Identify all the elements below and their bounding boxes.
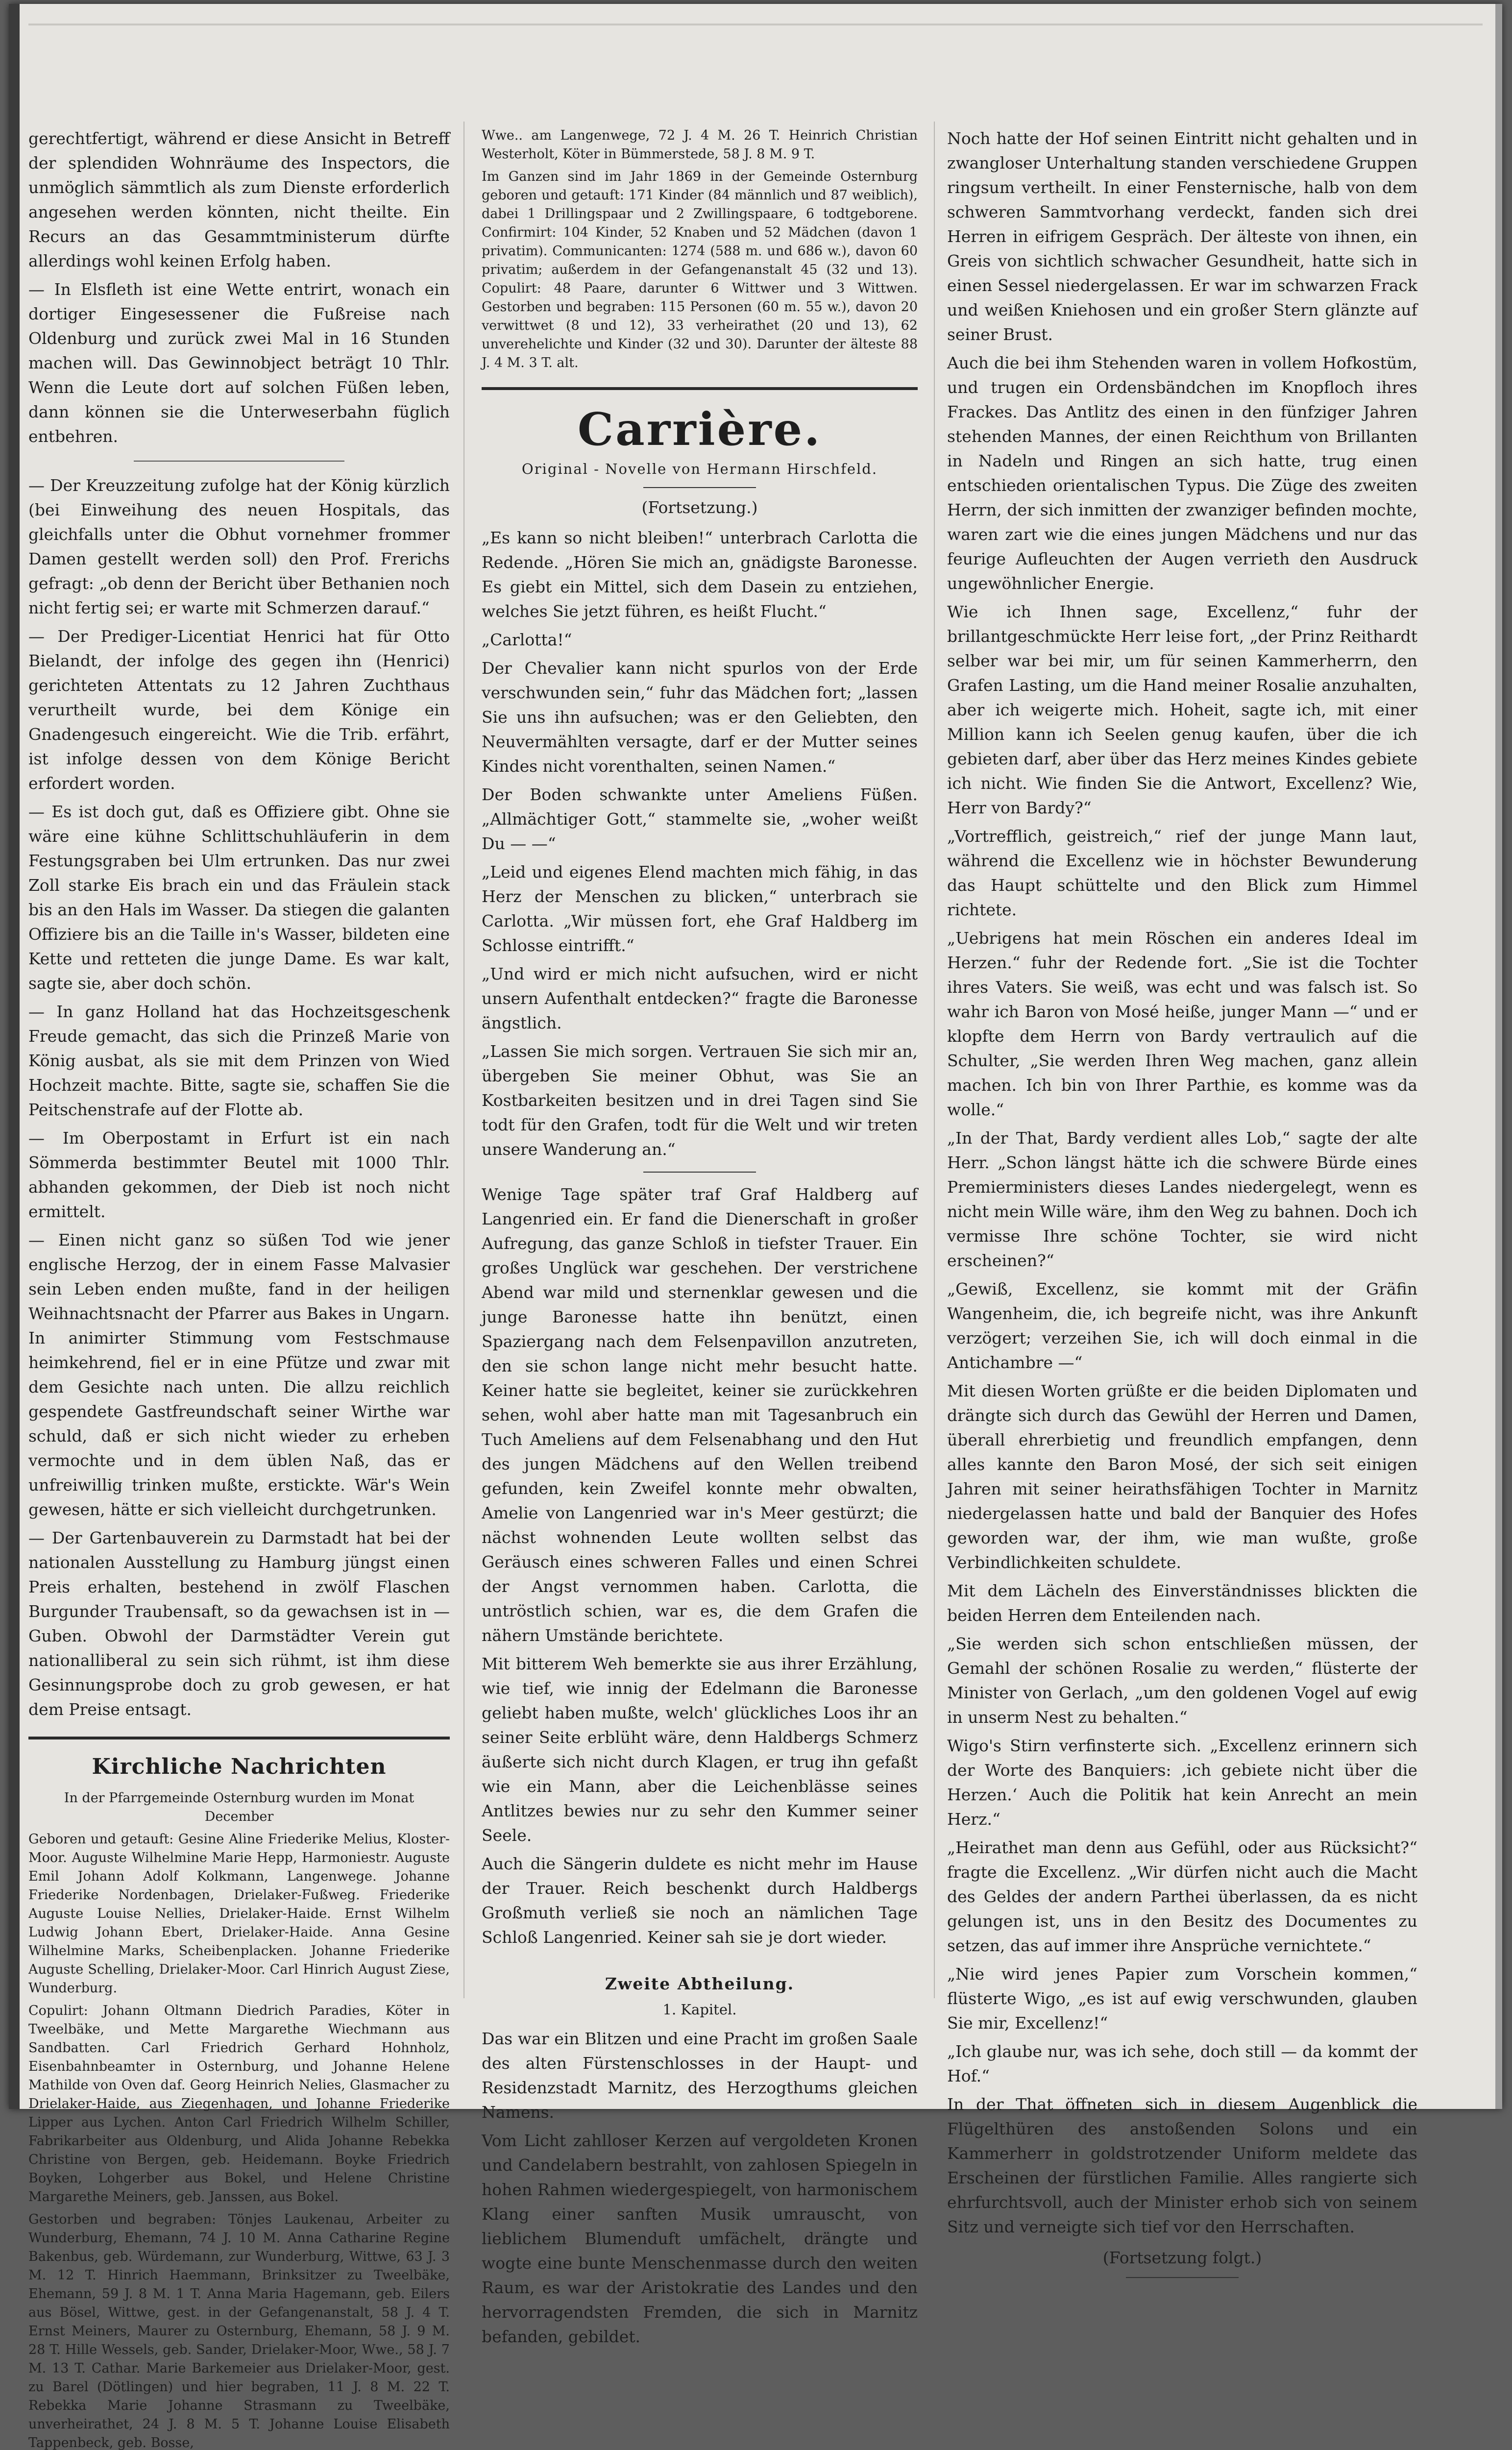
novel-paragraph: „Nie wird jenes Papier zum Vorschein kommen,“ flüsterte Wigo, „es ist auf ewig verschwunden, glauben Sie mir, Excellenz!“	[947, 1964, 1417, 2033]
novel-paragraph: Noch hatte der Hof seinen Eintritt nicht gehalten und in zwangloser Unterhaltung standen verschiedene Gruppen ringsum vertheilt. In einer Fensternische, halb von dem schweren Sammtvorhang verdeckt, fanden sich drei Herren in eifrigem Gespräch. Der älteste von ihnen, ein Greis von sichtlich schwacher Gesundheit, hatte sich in einen Sessel niedergelassen. Er war im schwarzen Frack und weißen Kniehosen und ein großer Stern glänzte auf seiner Brust.	[947, 129, 1417, 344]
novel-paragraph: „Und wird er mich nicht aufsuchen, wird er nicht unsern Aufenthalt entdecken?“ fragte die Baronesse ängstlich.	[482, 964, 918, 1032]
novel-paragraph: Wigo's Stirn verfinsterte sich. „Excellenz erinnern sich der Worte des Banquiers: ‚ich gebiete nicht über die Herzen.‘ Auch die Politik hat kein Anrecht an mein Herz.“	[947, 1736, 1417, 1829]
news-paragraph: — Der Kreuzzeitung zufolge hat der König kürzlich (bei Einweihung des neuen Hospitals, das gleichfalls unter die Obhut vornehmer frommer Damen gestellt werden soll) den Prof. Frerichs gefragt: „ob denn der Bericht über Bethanien noch nicht fertig sei; er warte mit Schmerzen darauf.“	[28, 476, 450, 617]
to-be-continued: (Fortsetzung folgt.)	[1102, 2248, 1262, 2267]
section-rule	[28, 1737, 450, 1740]
part-heading: Zweite Abtheilung.	[605, 1974, 795, 1993]
continuation-note: (Fortsetzung.)	[641, 498, 758, 517]
novel-paragraph: „Heirathet man denn aus Gefühl, oder aus Rücksicht?“ fragte die Excellenz. „Wir dürfen nicht auch die Macht des Geldes der andern Parthei überlassen, da es nicht gelungen ist, uns in den Besitz des Documentes zu setzen, das auf immer ihre Ansprüche vernichtete.“	[947, 1838, 1417, 1955]
news-paragraph: — In Elsfleth ist eine Wette entrirt, wonach ein dortiger Eingesessener die Fußreise nach Oldenburg und zurück zwei Mal in 16 Stunden machen will. Das Gewinnobject beträgt 10 Thlr. Wenn die Leute dort auf solchen Füßen leben, dann können sie die Unterweserbahn füglich entbehren.	[28, 280, 450, 446]
column-divider	[463, 122, 464, 1998]
page-edge-shadow	[1495, 4, 1502, 2109]
column-right	[947, 126, 1417, 2267]
novel-paragraph: „Lassen Sie mich sorgen. Vertrauen Sie sich mir an, übergeben Sie meiner Obhut, was Sie an Kostbarkeiten besitzen und in drei Tagen sind Sie todt für den Grafen, todt für die Welt und wir treten unsere Wanderung an.“	[482, 1042, 918, 1159]
newspaper-page	[9, 4, 1502, 2450]
separator	[643, 1172, 756, 1173]
novel-paragraph: In der That öffneten sich in diesem Augenblick die Flügelthüren des anstoßenden Solons und ein Kammerherr in goldstrotzender Uniform meldete das Erscheinen der fürstlichen Familie. Alles rangierte sich ehrfurchtsvoll, auch der Minister erhob sich von seinem Sitz und verneigte sich tief vor den Herrschaften.	[947, 2095, 1417, 2236]
separator	[134, 461, 344, 462]
church-births: Geboren und getauft: Gesine Aline Friederike Melius, Kloster-Moor. Auguste Wilhelmine Marie Hepp, Harmoniestr. Auguste Emil Johann Adolf Kolkmann, Langenwege. Johanne Friederike Nordenbagen, Drielaker-Fußweg. Friederike Auguste Louise Nellies, Drielaker-Haide. Ernst Wilhelm Ludwig Johann Ebert, Drielaker-Haide. Anna Gesine Wilhelmine Marks, Scheibenplacken. Johanne Friederike Auguste Schelling, Drielaker-Moor. Carl Hinrich August Ziese, Wunderburg.	[28, 1832, 450, 1996]
novel-paragraph: Vom Licht zahlloser Kerzen auf vergoldeten Kronen und Candelabern bestrahlt, von zahlosen Spiegeln in hohen Rahmen wiedergespiegelt, von harmonischem Klang einer sanften Musik umrauscht, von lieblichem Blumenduft umfächelt, drängte und wogte eine bunte Menschenmasse durch den weiten Raum, es war der Aristokratie des Landes und den hervorragendsten Fremden, die sich in Marnitz befanden, gebildet.	[482, 2131, 918, 2346]
novel-paragraph: „Vortrefflich, geistreich,“ rief der junge Mann laut, während die Excellenz wie in höchster Bewunderung das Haupt schüttelte und den Blick zum Himmel richtete.	[947, 827, 1417, 919]
novel-paragraph: Auch die Sängerin duldete es nicht mehr im Hause der Trauer. Reich beschenkt durch Haldbergs Großmuth verließ sie noch an nämlichen Tage Schloß Langenried. Keiner sah sie je dort wieder.	[482, 1854, 918, 1947]
separator	[643, 487, 756, 488]
church-news-heading: Kirchliche Nachrichten	[92, 1754, 387, 1779]
chapter-heading: 1. Kapitel.	[662, 2001, 737, 2018]
novel-paragraph: Der Boden schwankte unter Ameliens Füßen. „Allmächtiger Gott,“ stammelte sie, „woher weißt Du — —“	[482, 785, 918, 853]
church-statistics	[482, 126, 918, 372]
news-paragraph: — Es ist doch gut, daß es Offiziere gibt. Ohne sie wäre eine kühne Schlittschuhläuferin in dem Festungsgraben bei Ulm ertrunken. Das nur zwei Zoll starke Eis brach ein und das Fräulein stack bis an den Hals im Wasser. Da stiegen die galanten Offiziere bis an die Taille in's Wasser, bildeten eine Kette und retteten die junge Dame. Es war kalt, sagte sie, aber doch schön.	[28, 802, 450, 993]
column-middle	[482, 126, 918, 2346]
church-deaths-cont: Wwe.. am Langenwege, 72 J. 4 M. 26 T. Heinrich Christian Westerholt, Köter in Bümmerstede, 58 J. 8 M. 9 T.	[482, 128, 918, 162]
separator	[1126, 2277, 1239, 2278]
news-paragraph: — In ganz Holland hat das Hochzeitsgeschenk Freude gemacht, das sich die Prinzeß Marie von König ausbat, als sie mit dem Prinzen von Wied Hochzeit machte. Bitte, sagte sie, schaffen Sie die Peitschenstrafe auf der Flotte ab.	[28, 1002, 450, 1119]
novel-paragraph: „Ich glaube nur, was ich sehe, doch still — da kommt der Hof.“	[947, 2042, 1417, 2085]
adjacent-page-edge	[9, 4, 20, 2109]
novel-title: Carrière.	[577, 403, 822, 456]
novel-paragraph: Auch die bei ihm Stehenden waren in vollem Hofkostüm, und trugen ein Ordensbändchen im Knopfloch ihres Frackes. Das Antlitz des einen in den fünfziger Jahren stehenden Mannes, der einen Reichthum von Brillanten in Nadeln und Ringen an sich hatte, trug einen entschieden orientalischen Typus. Die Züge des zweiten Herrn, der sich inmitten der zwanziger befinden mochte, waren zart wie die eines jungen Mädchens und nur das feurige Aufleuchten der Augen verrieth den Ausdruck ungewöhnlicher Energie.	[947, 353, 1417, 593]
church-marriages: Copulirt: Johann Oltmann Diedrich Paradies, Köter in Tweelbäke, und Mette Margarethe Wiechmann aus Sandbatten. Carl Friedrich Gerhard Hohnholz, Eisenbahnbeamter in Osternburg, und Johanne Helene Mathilde von Oven daf. Georg Heinrich Nelies, Glasmacher zu Drielaker-Haide, aus Ziegenhagen, und Johanne Friederike Lipper aus Lychen. Anton Carl Friedrich Wilhelm Schiller, Fabrikarbeiter aus Oldenburg, und Alida Johanne Rebekka Christine von Bergen, geb. Heidemann. Boyke Friedrich Boyken, Lohgerber aus Bokel, und Helene Christine Margarethe Meiners, geb. Janssen, aus Bokel.	[28, 2003, 450, 2205]
news-paragraph: — Der Prediger-Licentiat Henrici hat für Otto Bielandt, der infolge des gegen ihn (Henrici) gerichteten Attentats zu 12 Jahren Zuchthaus verurtheilt wurde, bei dem Könige ein Gnadengesuch eingereicht. Wie die Trib. erfährt, ist infolge dessen von dem Könige Bericht erfordert worden.	[28, 627, 450, 793]
novel-paragraph: Mit bitterem Weh bemerkte sie aus ihrer Erzählung, wie tief, wie innig der Edelmann die Baronesse geliebt haben mußte, welch' glückliches Loos ihr an seiner Seite erblüht wäre, denn Haldbergs Schmerz äußerte sich nicht durch Klagen, er trug ihn gefaßt wie ein Mann, aber die Leichenblässe seines Antlitzes bewies nur zu sehr den Kummer seiner Seele.	[482, 1654, 918, 1845]
novel-paragraph: „Carlotta!“	[482, 630, 572, 649]
news-paragraph: — Einen nicht ganz so süßen Tod wie jener englische Herzog, der in einem Fasse Malvasier sein Leben enden mußte, fand in der heiligen Weihnachtsnacht der Pfarrer aus Bakes in Ungarn. In animirter Stimmung vom Festschmause heimkehrend, fiel er in eine Pfütze und zwar mit dem Gesichte nach unten. Die allzu reichlich gespendete Gastfreundschaft seiner Wirthe war schuld, daß er sich nicht wieder zu erheben vermochte und in dem üblen Naß, das er unfreiwillig trinken mußte, erstickte. Wär's Wein gewesen, hätte er sich vielleicht durchgetrunken.	[28, 1230, 450, 1519]
church-deaths: Gestorben und begraben: Tönjes Laukenau, Arbeiter zu Wunderburg, Ehemann, 74 J. 10 M. Anna Catharine Regine Bakenbus, geb. Würdemann, zur Wunderburg, Wittwe, 63 J. 3 M. 12 T. Hinrich Haemmann, Brinksitzer zu Tweelbäke, Ehemann, 59 J. 8 M. 1 T. Anna Maria Hagemann, geb. Eilers aus Bösel, Wittwe, gest. in der Gefangenanstalt, 58 J. 4 T. Ernst Meiners, Maurer zu Osternburg, Ehemann, 58 J. 9 M. 28 T. Hille Wessels, geb. Sander, Drielaker-Moor, Wwe., 58 J. 7 M. 13 T. Cathar. Marie Barkemeier aus Drielaker-Moor, gest. zu Barel (Dötlingen) und hier begraben, 11 J. 8 M. 22 T. Rebekka Marie Johanne Strasmann zu Tweelbäke, unverheirathet, 24 J. 8 M. 5 T. Johanne Louise Elisabeth Tappenbeck, geb. Bosse,	[28, 2212, 450, 2450]
church-intro: In der Pfarrgemeinde Osternburg wurden im Monat December	[64, 1790, 415, 1824]
novel-paragraph: Das war ein Blitzen und eine Pracht im großen Saale des alten Fürstenschlosses in der Haupt- und Residenzstadt Marnitz, des Herzogthums gleichen Namens.	[482, 2029, 918, 2122]
novel-paragraph: „Uebrigens hat mein Röschen ein anderes Ideal im Herzen.“ fuhr der Redende fort. „Sie ist die Tochter ihres Vaters. Sie weiß, was echt und was falsch ist. So wahr ich Baron von Mosé heiße, junger Mann —“ und er klopfte dem Herrn von Bardy vertraulich auf die Schulter, „Sie werden Ihren Weg machen, ganz allein machen. Ich bin von Ihrer Parthie, es komme was da wolle.“	[947, 929, 1417, 1119]
column-divider	[934, 122, 935, 1998]
novel-paragraph: „In der That, Bardy verdient alles Lob,“ sagte der alte Herr. „Schon längst hätte ich die schwere Bürde eines Premierministers dieses Landes niedergelegt, wenn es nicht mein Wille wäre, ihm den Weg zu bahnen. Doch ich vermisse Ihre schöne Tochter, sie wird nicht erscheinen?“	[947, 1128, 1417, 1270]
novel-paragraph: Wie ich Ihnen sage, Excellenz,“ fuhr der brillantgeschmückte Herr leise fort, „der Prinz Reithardt selber war bei mir, um für seinen Kammerherrn, den Grafen Lasting, um die Hand meiner Rosalie anzuhalten, aber ich weigerte mich. Hoheit, sagte ich, mit einer Million kann ich Seelen genug kaufen, über die ich gebieten darf, aber über das Herz meines Kindes gebiete ich nicht. Wie finden Sie die Antwort, Excellenz? Wie, Herr von Bardy?“	[947, 602, 1417, 817]
novel-paragraph: „Gewiß, Excellenz, sie kommt mit der Gräfin Wangenheim, die, ich begreife nicht, was ihre Ankunft verzögert; verzeihen Sie, ich will doch einmal in die Antichambre —“	[947, 1279, 1417, 1372]
novel-paragraph: Wenige Tage später traf Graf Haldberg auf Langenried ein. Er fand die Dienerschaft in großer Aufregung, das ganze Schloß in tiefster Trauer. Ein großes Unglück war geschehen. Der verstrichene Abend war mild und sternenklar gewesen und die junge Baronesse hatte ihn benützt, einen Spaziergang nach dem Felsenpavillon anzutreten, den sie schon lange nicht mehr besucht hatte. Keiner hatte sie begleitet, keiner sie zurückkehren sehen, wohl aber hatte man mit Tagesanbruch ein Tuch Ameliens auf dem Felsenabhang und den Hut des jungen Mädchens auf den Wellen treibend gefunden, kein Zweifel konnte mehr obwalten, Amelie von Langenried war in's Meer gestürzt; die nächst wohnenden Leute wollten selbst das Geräusch eines schweren Falles und einen Schrei der Angst vernommen haben. Carlotta, die untröstlich schien, war es, die dem Grafen die nähern Umstände berichtete.	[482, 1185, 918, 1645]
news-paragraph: gerechtfertigt, während er diese Ansicht in Betreff der splendiden Wohnräume des Inspectors, die unmöglich sämmtlich als zum Dienste erforderlich angesehen werden könnten, nicht theilte. Ein Recurs an das Gesammtministerum dürfte allerdings wohl keinen Erfolg haben.	[28, 129, 450, 270]
section-rule	[482, 387, 918, 390]
novel-paragraph: „Sie werden sich schon entschließen müssen, der Gemahl der schönen Rosalie zu werden,“ flüsterte der Minister von Gerlach, „um den goldenen Vogel auf ewig in unserm Nest zu behalten.“	[947, 1634, 1417, 1727]
church-news	[28, 1789, 450, 2450]
novel-paragraph: Mit dem Lächeln des Einverständnisses blickten die beiden Herren dem Enteilenden nach.	[947, 1581, 1417, 1625]
novel-paragraph: „Es kann so nicht bleiben!“ unterbrach Carlotta die Redende. „Hören Sie mich an, gnädigste Baronesse. Es giebt ein Mittel, sich dem Dasein zu entziehen, welches Sie jetzt führen, es heißt Flucht.“	[482, 528, 918, 621]
novel-paragraph: Mit diesen Worten grüßte er die beiden Diplomaten und drängte sich durch das Gewühl der Herren und Damen, überall ehrerbietig und freundlich empfangen, denn alles kannte den Baron Mosé, der sich seit einigen Jahren mit seiner heirathsfähigen Tochter in Marnitz niedergelassen hatte und bald der Banquier des Hofes geworden war, der ihm, wie man wußte, große Verbindlichkeiten schuldete.	[947, 1381, 1417, 1572]
novel-paragraph: Der Chevalier kann nicht spurlos von der Erde verschwunden sein,“ fuhr das Mädchen fort; „lassen Sie uns ihn aufsuchen; was er den Geliebten, den Neuvermählten versagte, darf er der Mutter seines Kindes nicht vorenthalten, seinen Namen.“	[482, 659, 918, 776]
novel-paragraph: „Leid und eigenes Elend machten mich fähig, in das Herz der Menschen zu blicken,“ unterbrach sie Carlotta. „Wir müssen fort, ehe Graf Haldberg im Schlosse eintrifft.“	[482, 862, 918, 955]
annual-statistics: Im Ganzen sind im Jahr 1869 in der Gemeinde Osternburg geboren und getauft: 171 Kinder (84 männlich und 87 weiblich), dabei 1 Drillingspaar und 2 Zwillingspaare, 6 todtgeborene. Confirmirt: 104 Kinder, 52 Knaben und 52 Mädchen (davon 1 privatim). Communicanten: 1274 (588 m. und 686 w.), davon 60 privatim; außerdem in der Gefangenanstalt 45 (32 und 13). Copulirt: 48 Paare, darunter 6 Wittwer und 3 Wittwen. Gestorben und begraben: 115 Personen (60 m. 55 w.), davon 20 verwittwet (8 und 12), 33 verheirathet (20 und 13), 62 unverehelichte und Kinder (32 und 30). Darunter der älteste 88 J. 4 M. 3 T. alt.	[482, 169, 918, 370]
top-border	[28, 24, 1483, 25]
column-left	[28, 126, 450, 2450]
news-paragraph: — Der Gartenbauverein zu Darmstadt hat bei der nationalen Ausstellung zu Hamburg jüngst einen Preis erhalten, bestehend in zwölf Flaschen Burgunder Traubensaft, so da gewachsen ist in — Guben. Obwohl der Darmstädter Verein gut nationalliberal zu sein sich rühmt, ist ihm diese Gesinnungsprobe doch zu grob gewesen, er hat dem Preise entsagt.	[28, 1528, 450, 1719]
news-paragraph: — Im Oberpostamt in Erfurt ist ein nach Sömmerda bestimmter Beutel mit 1000 Thlr. abhanden gekommen, der Dieb ist noch nicht ermittelt.	[28, 1128, 450, 1221]
novel-subtitle: Original - Novelle von Hermann Hirschfeld.	[521, 461, 878, 477]
